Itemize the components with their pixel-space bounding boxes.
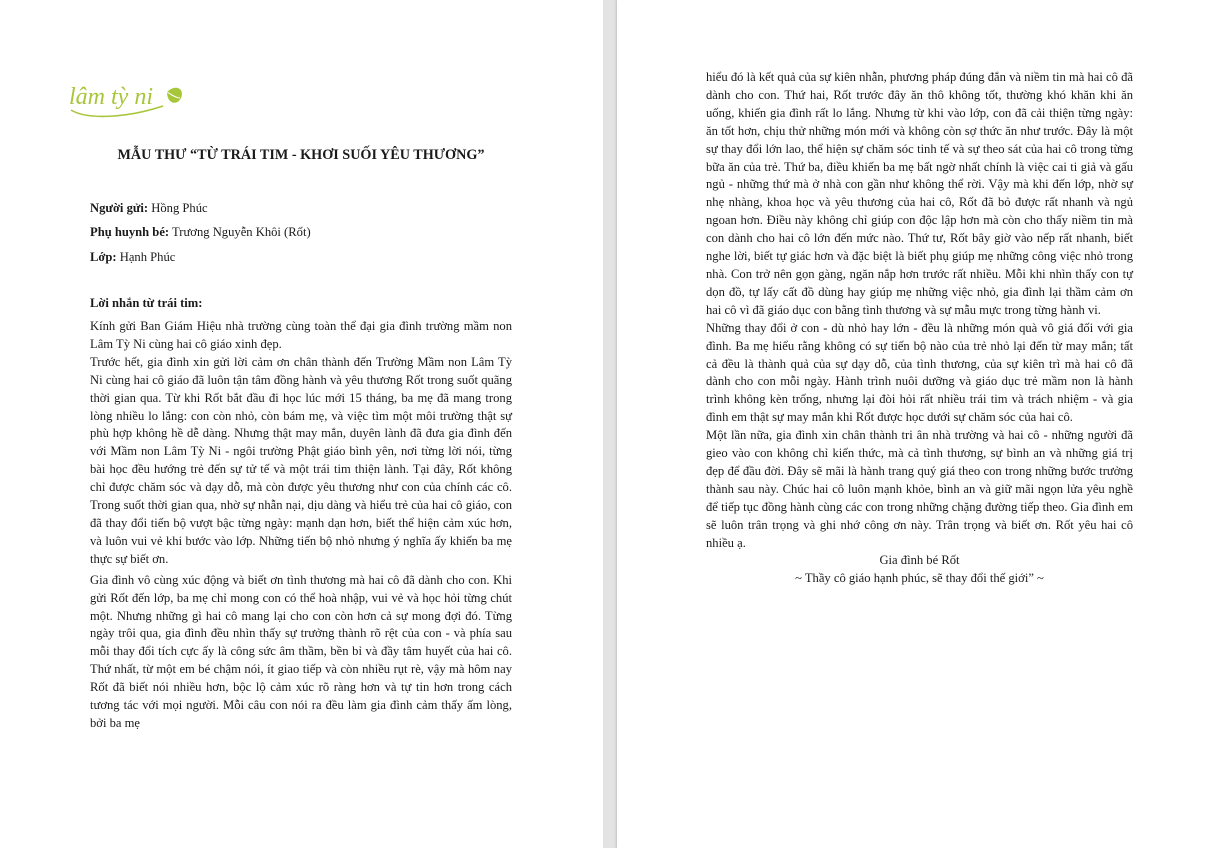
class-value: Hạnh Phúc bbox=[119, 250, 176, 264]
parent-line bbox=[90, 223, 512, 241]
signature: Gia đình bé Rốt bbox=[879, 553, 960, 568]
page-1 bbox=[0, 0, 603, 848]
sender-line bbox=[90, 199, 512, 217]
paragraph: Một lần nữa, gia đình xin chân thành tri ân nhà trường và hai cô - những người đã gieo vào con không chỉ kiến thức, mà cả tình thương, sự bình an và những giá trị đẹp để đầu đời. Đây sẽ mãi là hành trang quý giá theo con trong những bước trưởng thành sau này. Chúc hai cô luôn mạnh khỏe, bình an và giữ mãi ngọn lửa yêu nghề để tiếp tục đồng hành cùng các con trong những chặng đường tiếp theo. Gia đình em sẽ luôn trân trọng và ghi nhớ công ơn này. Trân trọng và biết ơn. Rốt yêu hai cô nhiều ạ. bbox=[706, 428, 1133, 550]
body-left bbox=[90, 318, 512, 733]
closing-quote: ~ Thầy cô giáo hạnh phúc, sẽ thay đổi thế giới” ~ bbox=[795, 571, 1044, 586]
paragraph: hiểu đó là kết quả của sự kiên nhẫn, phương pháp đúng đắn và niềm tin mà hai cô đã dành cho con. Thứ hai, Rốt trước đây ăn thô không tốt, thường khó khăn khi ăn uống, khiến gia đình rất lo lắng. Nhưng từ khi vào lớp, con đã cải thiện từng ngày: ăn tốt hơn, chịu thử những món mới và không còn sợ thức ăn như trước. Đây là một sự thay đổi lớn lao, thể hiện sự chăm sóc tinh tế và sự theo sát của hai cô trong từng bữa ăn của trẻ. Thứ ba, điều khiến ba mẹ bất ngờ nhất chính là việc cai ti giả và gấu ngủ - những thứ mà ở nhà con gần như không thể rời. Vậy mà khi đến lớp, nhờ sự nhẹ nhàng, khoa học và yêu thương của hai cô, Rốt đã bỏ được rất nhanh và ngủ ngoan hơn. Điều này không chỉ giúp con độc lập hơn mà còn cho thấy niềm tin mà con dành cho hai cô lớn đến mức nào. Thứ tư, Rốt bây giờ vào nếp rất nhanh, biết nghe lời, biết tự giác hơn và đặc biệt là biết phụ giúp mẹ những công việc nhỏ trong nhà. Con trở nên gọn gàng, ngăn nắp hơn trước rất nhiều. Mỗi khi nhìn thấy con tự dọn đồ, tự lấy cất đồ dùng hay giúp mẹ những việc nhỏ, gia đình lại thầm cảm ơn hai cô vì đã giáo dục con bằng tình thương và sự mẫu mực trong từng hành vi. bbox=[706, 70, 1133, 317]
body-right bbox=[706, 69, 1133, 588]
lam-ty-ni-logo bbox=[67, 70, 185, 124]
parent-value: Trương Nguyễn Khôi (Rốt) bbox=[172, 225, 311, 239]
paragraph: Trước hết, gia đình xin gửi lời cảm ơn chân thành đến Trường Mầm non Lâm Tỳ Ni cùng hai cô giáo đã luôn tận tâm đồng hành và yêu thương Rốt trong suốt quãng thời gian qua. Từ khi Rốt bắt đầu đi học lúc mới 15 tháng, ba mẹ đã mang trong lòng nhiều lo lắng: con còn nhỏ, còn bám mẹ, và việc tìm một môi trường thật sự phù hợp không hề dễ dàng. Nhưng thật may mắn, duyên lành đã đưa gia đình đến với Mầm non Lâm Tỳ Ni - ngôi trường Phật giáo bình yên, nơi từng lời nói, từng bài học đều hướng trẻ đến sự tử tế và một trái tim thiện lành. Tại đây, Rốt không chỉ được chăm sóc và dạy dỗ, mà còn được yêu thương như con của chính các cô. Trong suốt thời gian qua, nhờ sự nhẫn nại, dịu dàng và hiểu trẻ của hai cô giáo, con đã thay đổi tiến bộ vượt bậc từng ngày: mạnh dạn hơn, biết thể hiện cảm xúc hơn, và luôn vui vẻ khi bước vào lớp. Những tiến bộ nhỏ nhưng ý nghĩa ấy khiến ba mẹ thực sự biết ơn. bbox=[90, 354, 512, 566]
document-title: MẪU THƯ “TỪ TRÁI TIM - KHƠI SUỐI YÊU THƯƠNG” bbox=[117, 147, 485, 163]
parent-label: Phụ huynh bé: bbox=[90, 225, 170, 239]
logo-text: lâm tỳ ni bbox=[69, 84, 153, 110]
sender-value: Hồng Phúc bbox=[151, 201, 208, 215]
section-heading: Lời nhắn từ trái tim: bbox=[90, 296, 203, 310]
paragraph: Gia đình vô cùng xúc động và biết ơn tình thương mà hai cô đã dành cho con. Khi gửi Rốt đến lớp, ba mẹ chỉ mong con có thể hoà nhập, vui vẻ và học hỏi từng chút một. Nhưng những gì hai cô mang lại cho con còn hơn cả sự mong đợi đó. Từng ngày trôi qua, gia đình đều nhìn thấy sự trưởng thành rõ rệt của con - và phía sau mỗi thay đổi tích cực ấy là công sức âm thầm, bền bỉ và đầy tâm huyết của hai cô. Thứ nhất, từ một em bé chậm nói, ít giao tiếp và còn nhiều rụt rè, vậy mà hôm nay Rốt đã biết nói nhiều hơn, bộc lộ cảm xúc rõ ràng hơn và tự tin hơn trong cách tương tác với mọi người. Mỗi câu con nói ra đều làm gia đình cảm thấy ấm lòng, bởi ba mẹ bbox=[90, 572, 512, 730]
paragraph: Những thay đổi ở con - dù nhỏ hay lớn - đều là những món quà vô giá đối với gia đình. Ba mẹ hiểu rằng không có sự tiến bộ nào của trẻ nhỏ lại đến từ may mắn; tất cả đều là thành quả của sự dạy dỗ, của tình thương, của sự kiên trì mà hai cô đã dành cho con mỗi ngày. Hành trình nuôi dưỡng và giáo dục trẻ mầm non là hành trình không kèn trống, nhưng lại đòi hỏi rất nhiều trái tim và trách nhiệm - và gia đình em thật sự may mắn khi Rốt được học dưới sự chăm sóc của hai cô. bbox=[706, 320, 1133, 425]
class-line bbox=[90, 248, 512, 266]
paragraph: Kính gửi Ban Giám Hiệu nhà trường cùng toàn thể đại gia đình trường mầm non Lâm Tỳ Ni cùng hai cô giáo xinh đẹp. bbox=[90, 319, 512, 351]
page-gutter bbox=[603, 0, 617, 848]
sender-label: Người gửi: bbox=[90, 201, 149, 215]
class-label: Lớp: bbox=[90, 250, 117, 264]
page-2 bbox=[617, 0, 1218, 848]
